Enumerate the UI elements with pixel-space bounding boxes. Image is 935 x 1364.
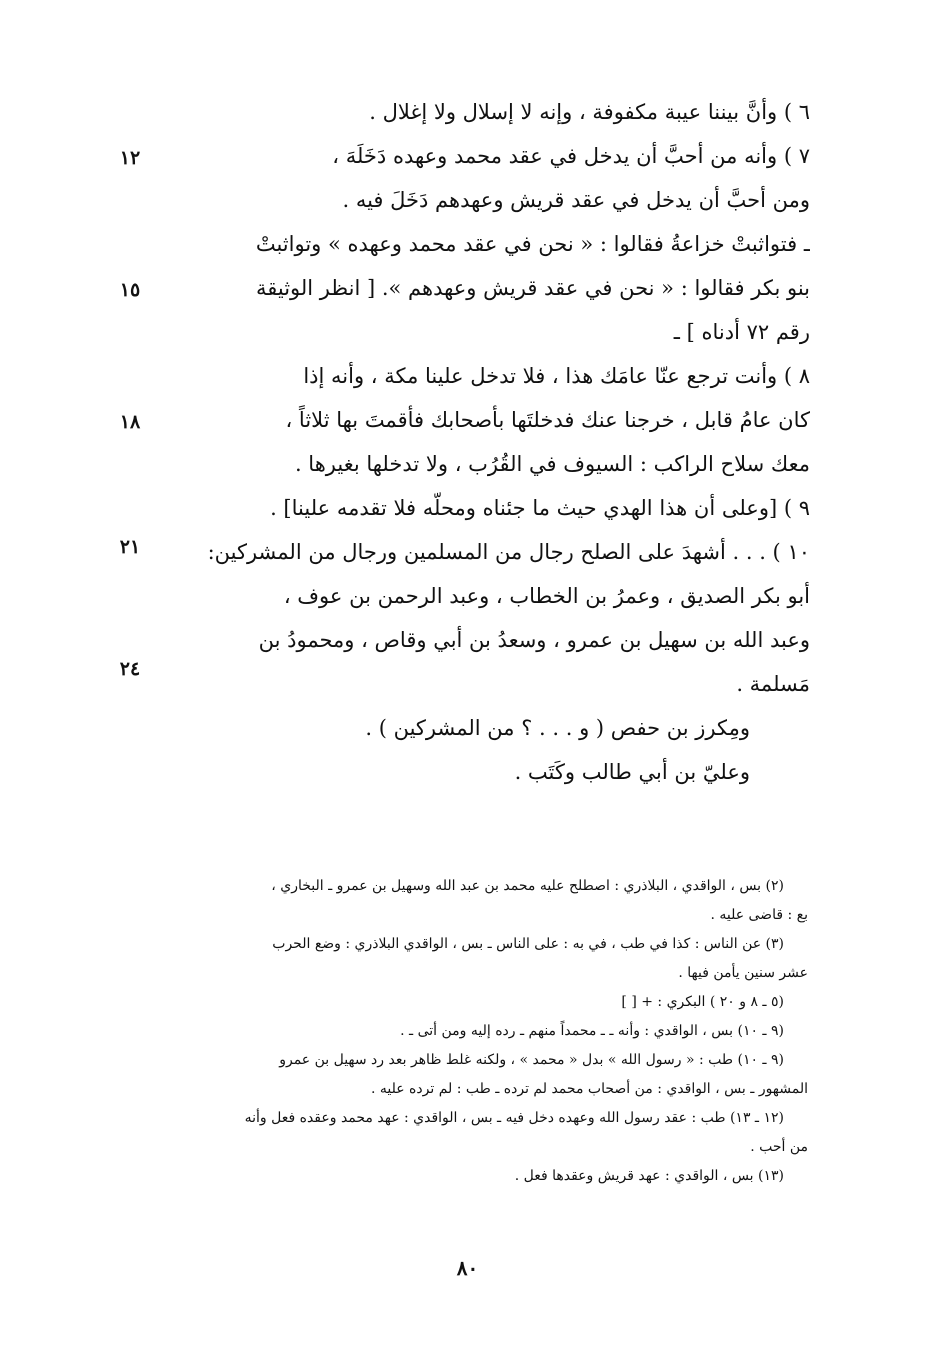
footnote-line: (١٣) بس ، الواقدي : عهد قريش وعقدها فعل . [514,1168,784,1184]
line-number: ١٢ [119,147,141,169]
text-line: معك سلاح الراكب : السيوف في القُرُب ، ولا تدخلها بغيرها . [294,452,810,476]
footnote-line: (٩ ـ ١٠) طب : « رسول الله » بدل « محمد » ، ولكنه غلط ظاهر بعد رد سهيل بن عمرو [279,1052,784,1068]
text-line: رقم ٧٢ أدناه ] ـ [673,320,810,344]
footnote-line: (١٢ ـ ١٣) طب : عقد رسول الله وعهده دخل فيه ـ بس ، الواقدي : عهد محمد وعقده فعل وأنه [244,1110,784,1126]
page-number: ٨٠ [456,1256,479,1280]
text-line: كان عامُ قابل ، خرجنا عنك فدخلتَها بأصحابك فأقمتَ بها ثلاثاً ، [285,408,810,432]
line-number: ١٥ [119,279,141,301]
line-number: ٢١ [119,536,141,558]
text-line: ٩ ) [وعلى أن هذا الهدي حيث ما جئناه ومحلّه فلا تقدمه علينا] . [270,496,810,520]
text-line: ٨ ) وأنت ترجع عنّا عامَك هذا ، فلا تدخل علينا مكة ، وأنه إذا [303,364,810,388]
text-line: ومن أحبَّ أن يدخل في عقد قريش وعهدهم دَخَلَ فيه . [342,188,810,212]
text-line: بنو بكر فقالوا : « نحن في عقد قريش وعهدهم ». [ انظر الوثيقة [255,276,810,300]
text-line: ٦ ) وأنَّ بيننا عيبة مكفوفة ، وإنه لا إسلال ولا إغلال . [369,100,810,124]
main-text-block [150,90,810,794]
footnote-line: (٥ ـ ٨ و ٢٠ ) البكري : + [ ] [621,994,784,1010]
line-number: ٢٤ [119,658,141,680]
footnotes-block [168,872,808,1191]
footnote-line: (٢) بس ، الواقدي ، البلاذري : اصطلح عليه محمد بن عبد الله وسهيل بن عمرو ـ البخاري ، [271,878,784,894]
footnote-line: بع : قاضى عليه . [710,907,808,923]
text-line: ١٠ ) . . . أشهدَ على الصلح رجال من المسلمين ورجال من المشركين: [207,540,810,564]
footnote-line: عشر سنين يأمن فيها . [678,965,808,981]
text-line: مَسلمة . [736,672,810,696]
text-line: وعبد الله بن سهيل بن عمرو ، وسعدُ بن أبي وقاص ، ومحمودُ بن [258,628,810,652]
text-line: ومِكرز بن حفص ( و . . . ؟ من المشركين ) . [365,716,750,740]
footnote-line: من أحب . [750,1139,808,1155]
line-number: ١٨ [119,411,141,433]
footnote-line: (٩ ـ ١٠) بس ، الواقدي : وأنه ـ ـ محمداً منهم ـ رده إليه ومن أتى ـ . [400,1023,784,1039]
text-line: ـ فتواثبتْ خزاعةُ فقالوا : « نحن في عقد محمد وعهده » وتواثبتْ [255,232,810,256]
text-line: ٧ ) وأنه من أحبَّ أن يدخل في عقد محمد وعهده دَخَلَهَ ، [332,144,810,168]
footnote-line: المشهور ـ بس ، الواقدي : من أصحاب محمد لم ترده ـ طب : لم ترده عليه . [370,1081,808,1097]
footnote-line: (٣) عن الناس : كذا في طب ، في به : على الناس ـ بس ، الواقدي البلاذري : وضع الحرب [272,936,784,952]
text-line: أبو بكر الصديق ، وعمرُ بن الخطاب ، وعبد الرحمن بن عوف ، [283,584,810,608]
text-line: وعليّ بن أبي طالب وكَتَب . [514,760,750,784]
